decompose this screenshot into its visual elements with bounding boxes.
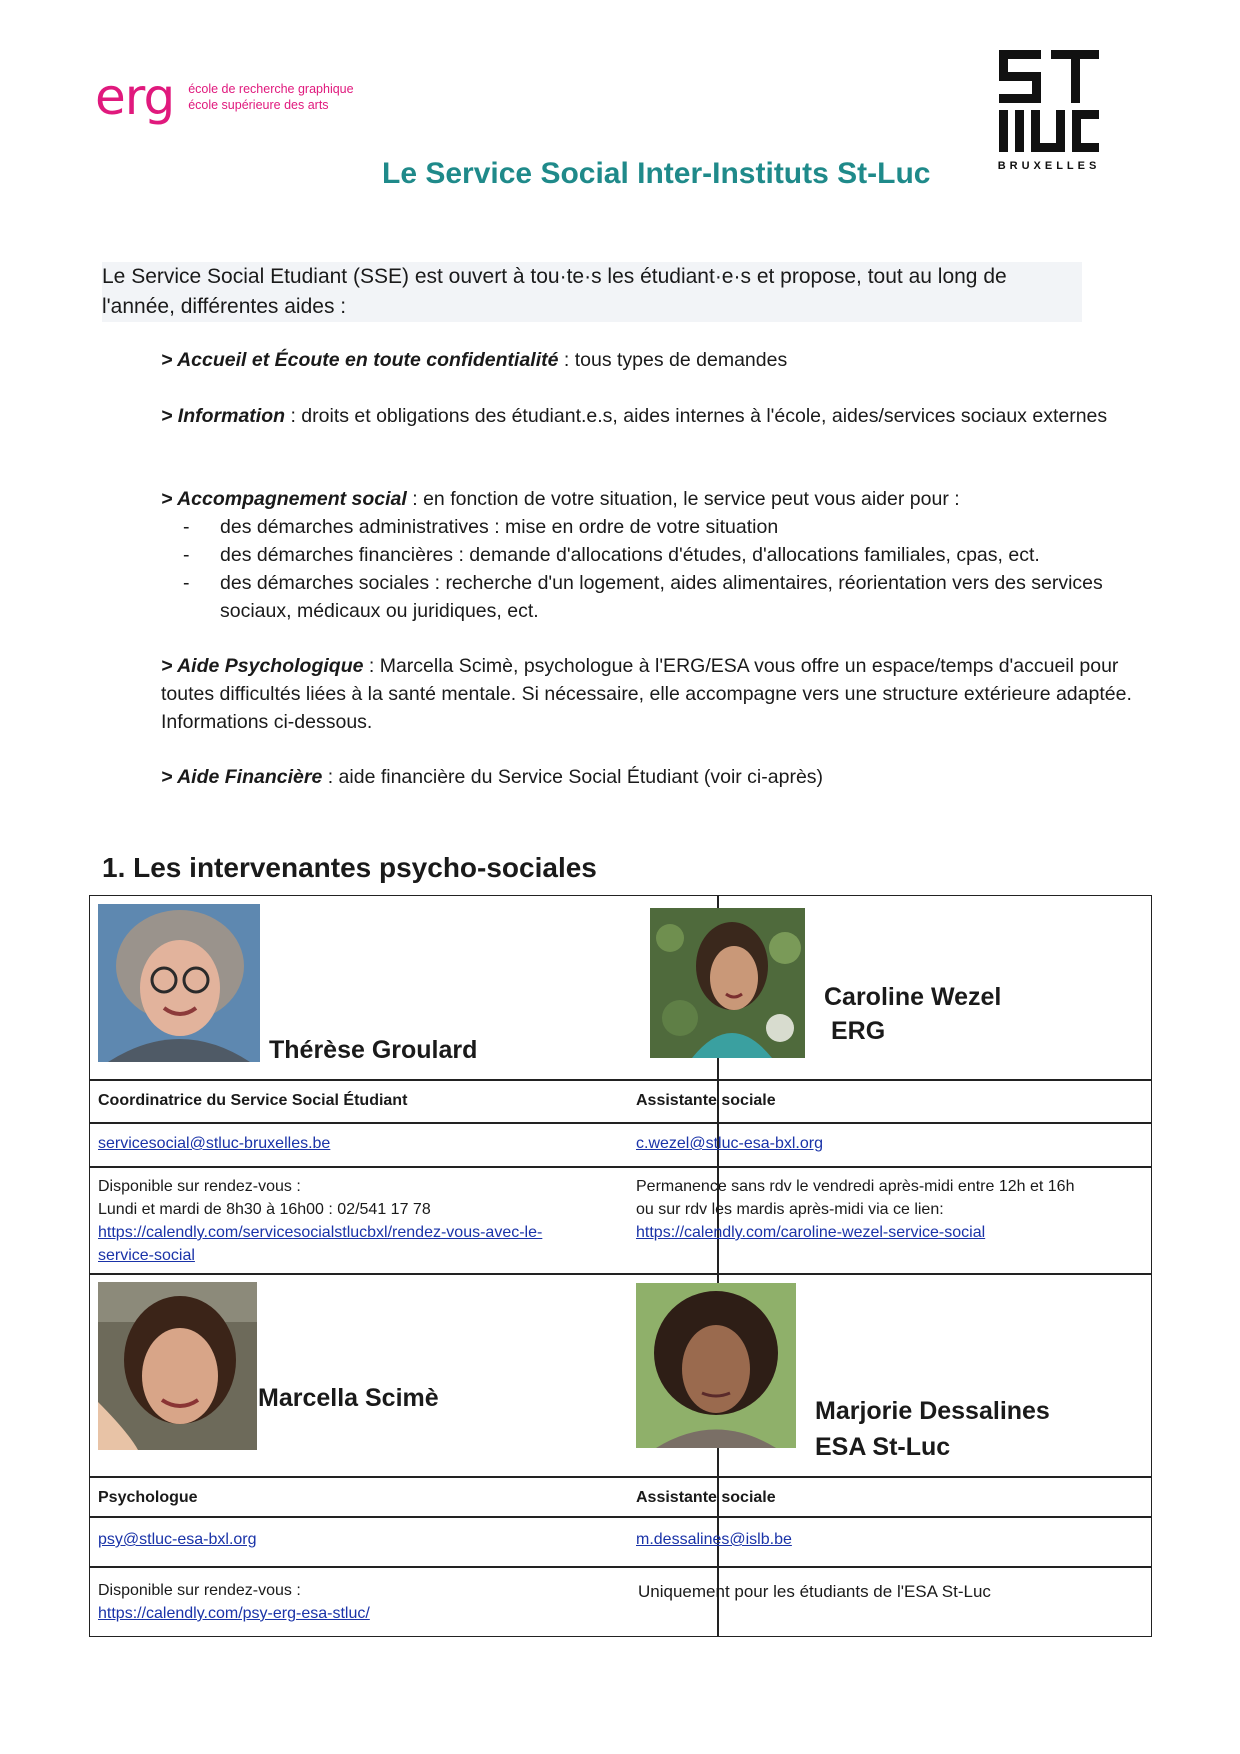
erg-logo-subtitle: école de recherche graphique école supérieure des arts bbox=[188, 82, 354, 112]
email-link[interactable]: servicesocial@stluc-bruxelles.be bbox=[98, 1135, 331, 1152]
email-link[interactable]: m.dessalines@islb.be bbox=[636, 1531, 792, 1548]
table-divider bbox=[90, 1166, 1151, 1168]
staff-name: Caroline Wezel bbox=[824, 983, 1002, 1011]
photo-therese-groulard bbox=[98, 904, 260, 1062]
table-divider bbox=[90, 1476, 1151, 1478]
stluc-logo bbox=[985, 44, 1113, 172]
service-financiere: > Aide Financière : aide financière du Service Social Étudiant (voir ci-après) bbox=[161, 766, 824, 788]
erg-logo-word: erg bbox=[95, 68, 175, 126]
erg-logo bbox=[95, 68, 354, 126]
section-title: 1. Les intervenantes psycho-sociales bbox=[102, 852, 597, 883]
staff-name: Marcella Scimè bbox=[258, 1384, 439, 1412]
stluc-logo-mark bbox=[985, 44, 1113, 156]
photo-marjorie-dessalines bbox=[636, 1283, 796, 1448]
staff-name: Thérèse Groulard bbox=[269, 1036, 478, 1064]
staff-role: Coordinatrice du Service Social Étudiant bbox=[98, 1092, 408, 1109]
calendly-link[interactable]: https://calendly.com/psy-erg-esa-stluc/ bbox=[98, 1605, 370, 1622]
availability-info: Disponible sur rendez-vous : Lundi et mardi de 8h30 à 16h00 : 02/541 17 78 https://calendly.com/servicesocialstlucbxl/rendez-vous-avec-le-service-social bbox=[98, 1175, 598, 1267]
availability-info: Permanence sans rdv le vendredi après-midi entre 12h et 16h ou sur rdv les mardis après-midi via ce lien: https://calendly.com/caroline-wezel-service-social bbox=[636, 1175, 1136, 1244]
service-accompagnement: > Accompagnement social : en fonction de votre situation, le service peut vous aider pour : bbox=[161, 488, 960, 510]
email-link[interactable]: c.wezel@stluc-esa-bxl.org bbox=[636, 1135, 823, 1152]
staff-affiliation: ERG bbox=[831, 1017, 886, 1045]
service-psychologique: > Aide Psychologique : Marcella Scimè, psychologue à l'ERG/ESA vous offre un espace/temps d'accueil pour toutes difficultés liées à la santé mentale. Si nécessaire, elle accompagne vers une structure extérieure adaptée. Informations ci-dessous. bbox=[161, 655, 1132, 733]
table-divider bbox=[90, 1273, 1151, 1275]
photo-caroline-wezel bbox=[650, 908, 805, 1058]
staff-role: Assistante sociale bbox=[636, 1489, 776, 1506]
staff-role: Psychologue bbox=[98, 1489, 198, 1506]
service-information: > Information : droits et obligations des étudiant.e.s, aides internes à l'école, aides/services sociaux externes bbox=[161, 405, 1108, 427]
photo-marcella-scime bbox=[98, 1282, 257, 1450]
email-link[interactable]: psy@stluc-esa-bxl.org bbox=[98, 1531, 257, 1548]
table-divider bbox=[90, 1566, 1151, 1568]
table-divider bbox=[90, 1122, 1151, 1124]
calendly-link[interactable]: https://calendly.com/servicesocialstlucbxl/rendez-vous-avec-le-service-social bbox=[98, 1224, 543, 1264]
intro-paragraph: Le Service Social Etudiant (SSE) est ouvert à tou·te·s les étudiant·e·s et propose, tout au long de l'année, différentes aides : bbox=[102, 262, 1082, 322]
availability-info: Disponible sur rendez-vous : https://calendly.com/psy-erg-esa-stluc/ bbox=[98, 1579, 598, 1625]
availability-info: Uniquement pour les étudiants de l'ESA St-Luc bbox=[638, 1582, 991, 1601]
table-divider bbox=[90, 1079, 1151, 1081]
service-accueil: > Accueil et Écoute en toute confidentialité : tous types de demandes bbox=[161, 349, 788, 371]
staff-table bbox=[89, 895, 1152, 1637]
staff-role: Assistante sociale bbox=[636, 1092, 776, 1109]
page-title: Le Service Social Inter-Instituts St-Luc bbox=[382, 157, 931, 190]
calendly-link[interactable]: https://calendly.com/caroline-wezel-service-social bbox=[636, 1224, 986, 1241]
staff-name: Marjorie Dessalines bbox=[815, 1397, 1050, 1425]
table-divider bbox=[90, 1516, 1151, 1518]
staff-affiliation: ESA St-Luc bbox=[815, 1433, 951, 1461]
stluc-city: BRUXELLES bbox=[997, 160, 1101, 172]
